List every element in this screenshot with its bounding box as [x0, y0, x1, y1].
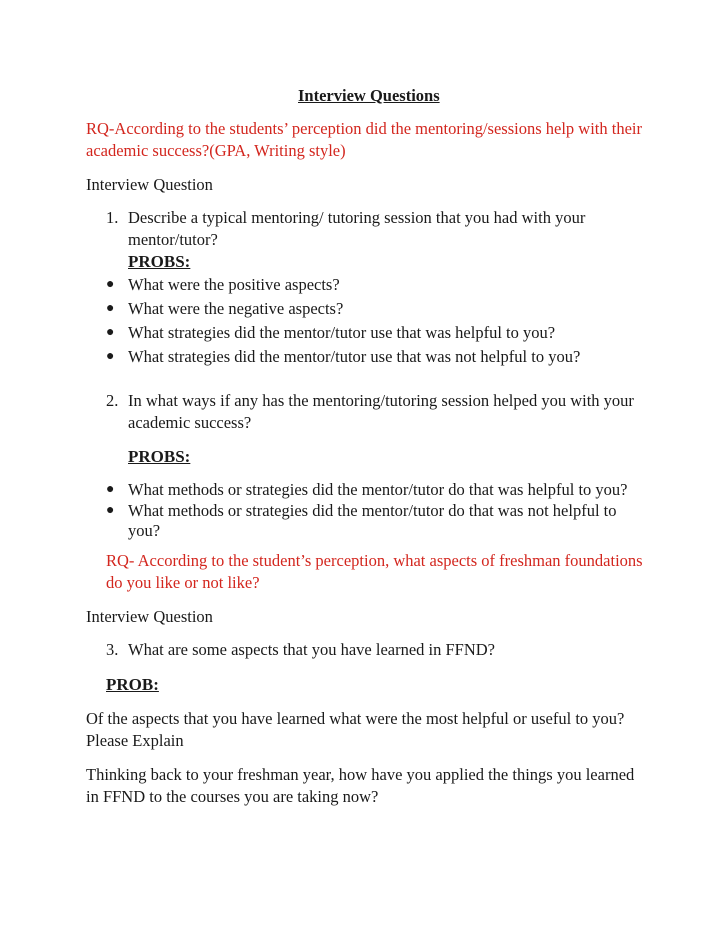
- question-number-3: 3.: [106, 640, 119, 659]
- bullet-icon: ●: [106, 301, 115, 316]
- paragraph-1-line-2: Please Explain: [86, 731, 184, 750]
- bullet-icon: ●: [106, 349, 115, 364]
- research-question-1-line-2: academic success?(GPA, Writing style): [86, 141, 346, 160]
- bullet-icon: ●: [106, 503, 115, 518]
- question-1-line-1: Describe a typical mentoring/ tutoring session that you had with your: [128, 208, 586, 227]
- research-question-2-line-2: do you like or not like?: [106, 573, 260, 592]
- page-title: Interview Questions: [298, 86, 440, 105]
- research-question-1-line-1: RQ-According to the students’ perception did the mentoring/sessions help with their: [86, 119, 643, 138]
- question-2-line-1: In what ways if any has the mentoring/tutoring session helped you with your: [128, 391, 634, 410]
- paragraph-2-line-2: in FFND to the courses you are taking now?: [86, 787, 379, 806]
- probs-heading-2: PROBS:: [128, 447, 191, 466]
- question-number-2: 2.: [106, 391, 119, 410]
- prob-heading-3: PROB:: [106, 675, 159, 694]
- question-3-text: What are some aspects that you have learned in FFND?: [128, 640, 496, 659]
- question-2-line-2: academic success?: [128, 413, 252, 432]
- paragraph-2-line-1: Thinking back to your freshman year, how have you applied the things you learned: [86, 765, 635, 784]
- probe-item: What methods or strategies did the mentor/tutor do that was helpful to you?: [128, 480, 628, 499]
- research-question-2-line-1: RQ- According to the student’s perception, what aspects of freshman foundations: [106, 551, 643, 570]
- probs-heading-1: PROBS:: [128, 252, 191, 271]
- question-number-1: 1.: [106, 208, 119, 227]
- section-label-interview-question-2: Interview Question: [86, 607, 213, 626]
- bullet-icon: ●: [106, 277, 115, 292]
- section-label-interview-question-1: Interview Question: [86, 175, 213, 194]
- probe-item: What strategies did the mentor/tutor use that was helpful to you?: [128, 323, 556, 342]
- question-1-line-2: mentor/tutor?: [128, 230, 218, 249]
- paragraph-1-line-1: Of the aspects that you have learned what were the most helpful or useful to you?: [86, 709, 625, 728]
- probe-item: What were the negative aspects?: [128, 299, 344, 318]
- probe-item: What strategies did the mentor/tutor use that was not helpful to you?: [128, 347, 581, 366]
- probe-item-continuation: you?: [128, 521, 161, 540]
- probe-item: What were the positive aspects?: [128, 275, 340, 294]
- bullet-icon: ●: [106, 482, 115, 497]
- bullet-icon: ●: [106, 325, 115, 340]
- probe-item: What methods or strategies did the mentor/tutor do that was not helpful to: [128, 501, 617, 520]
